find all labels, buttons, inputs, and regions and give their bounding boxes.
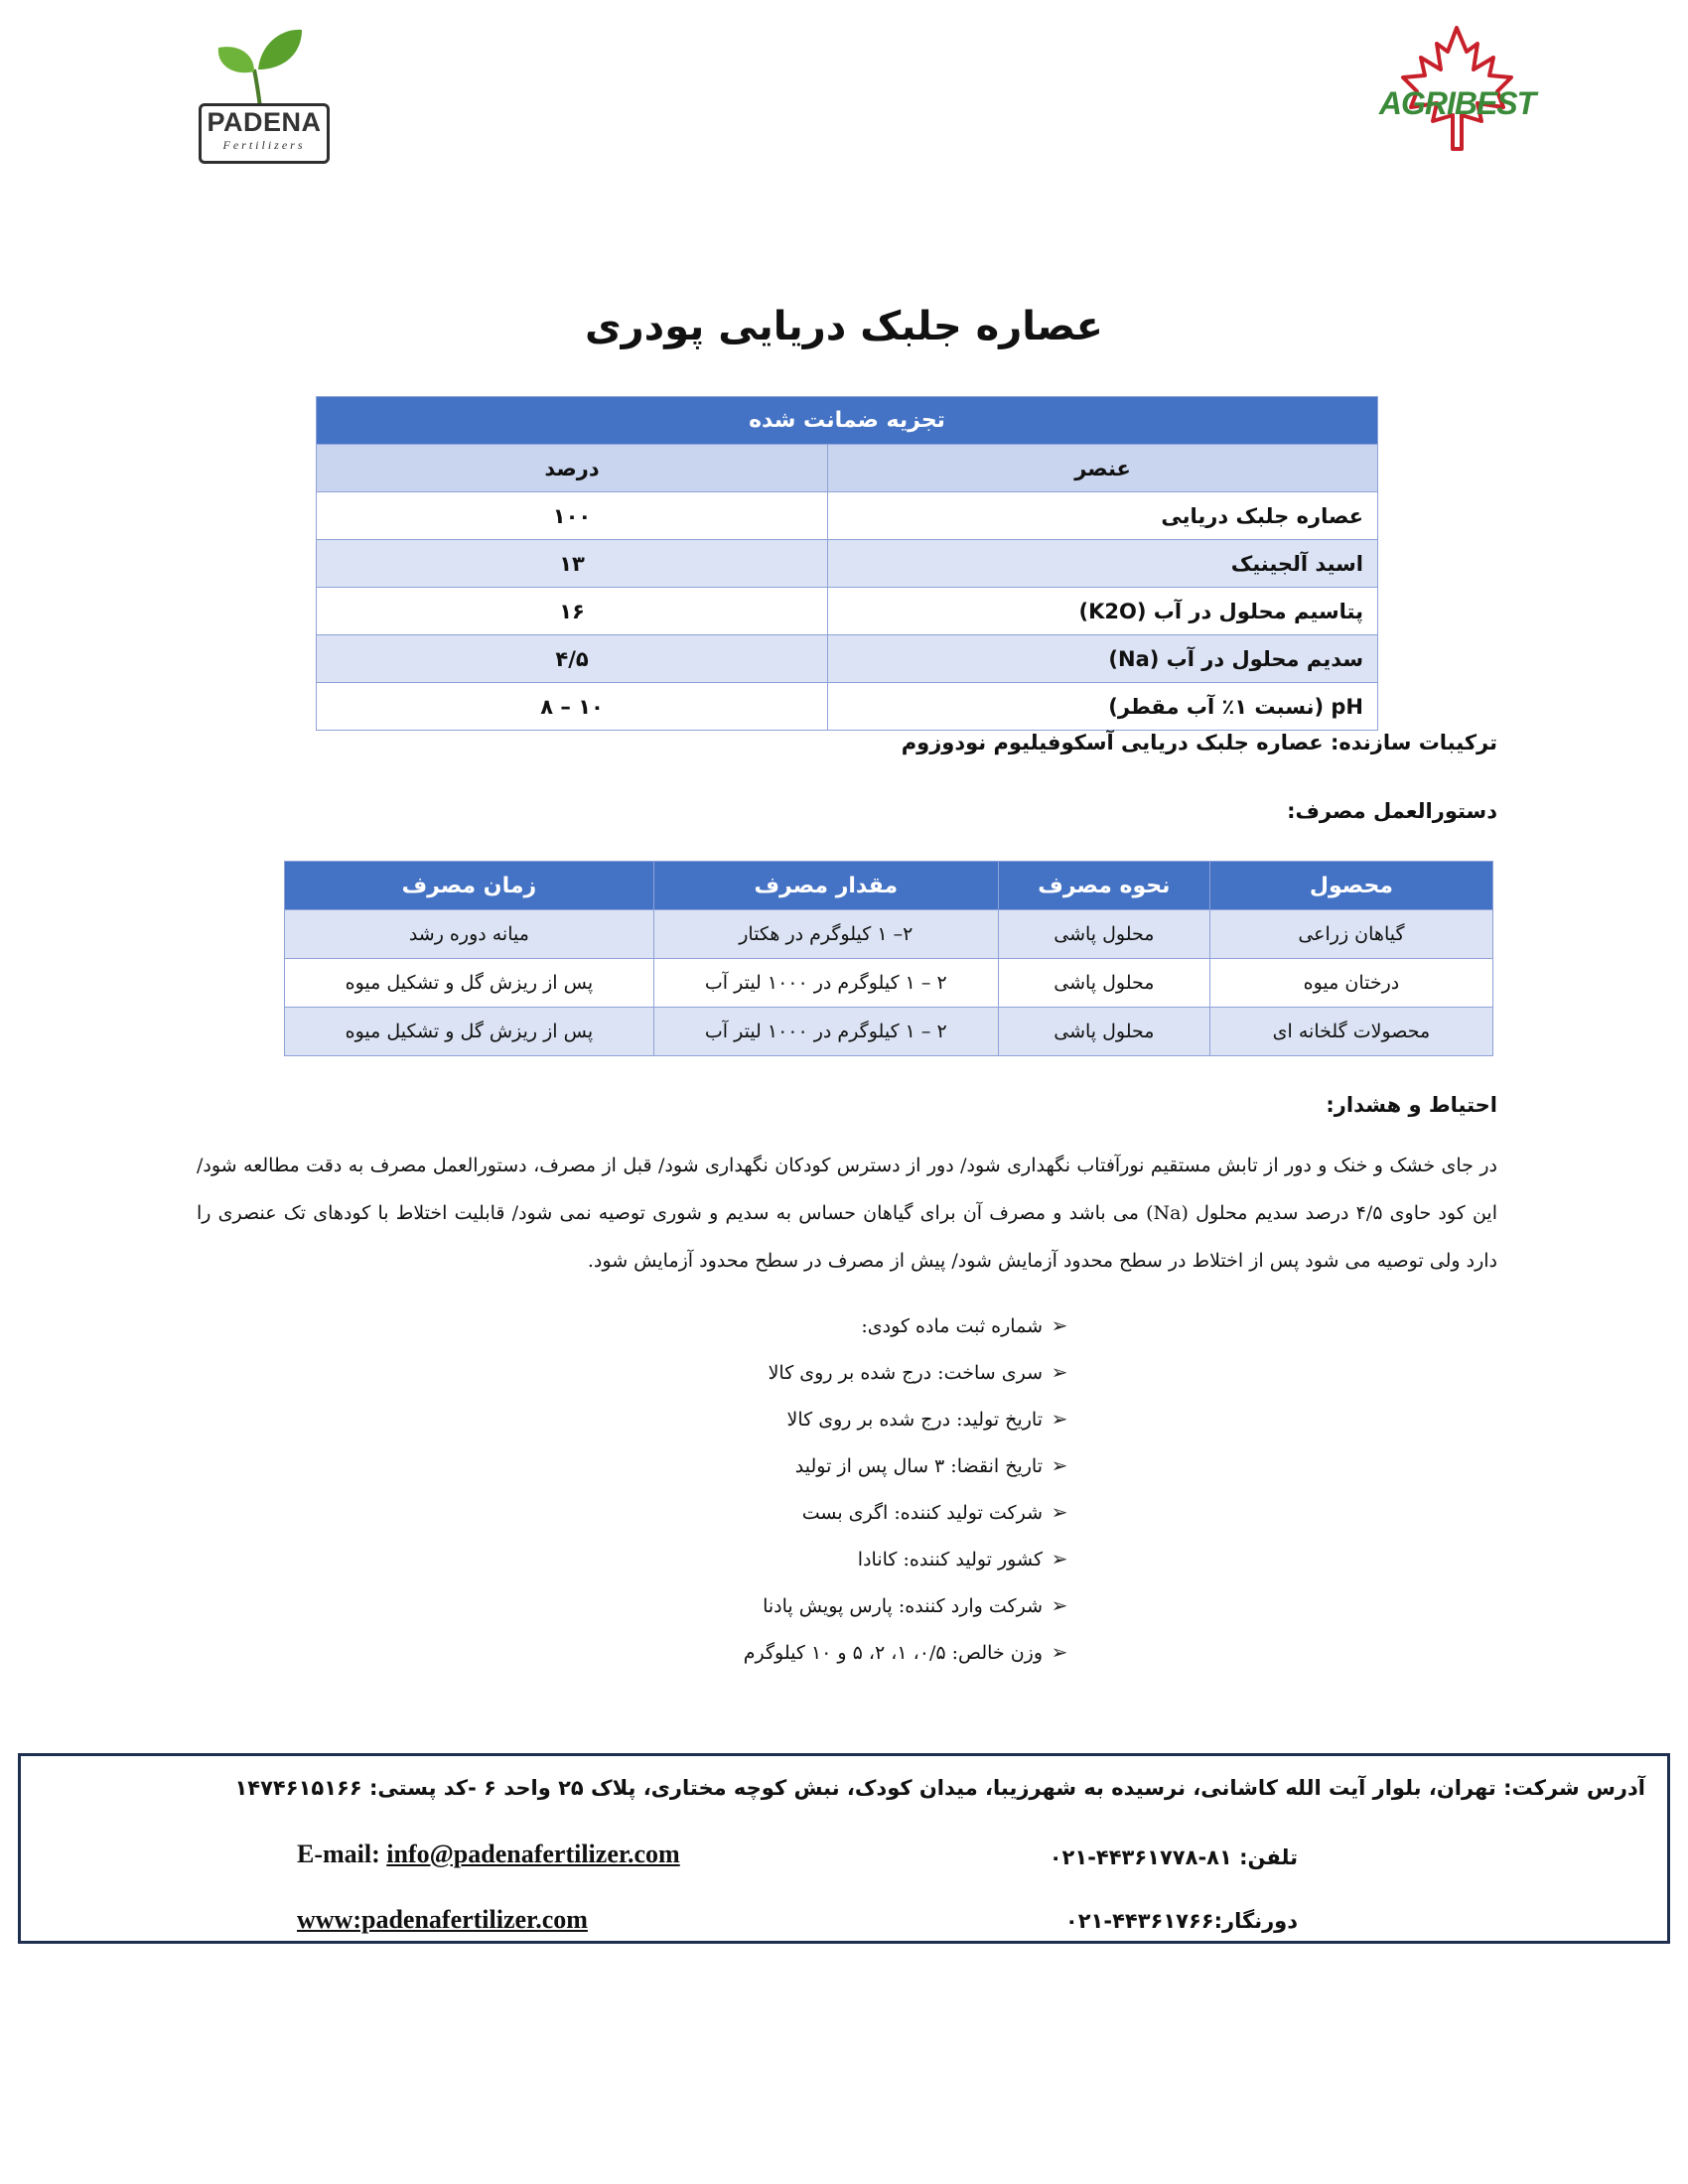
method-cell: محلول پاشی: [998, 910, 1209, 959]
document-title: عصاره جلبک دریایی پودری: [584, 304, 1103, 349]
amount-cell: ۲ – ۱ کیلوگرم در ۱۰۰۰ لیتر آب: [653, 1008, 998, 1056]
list-item-text: شرکت وارد کننده: پارس پویش پادنا: [763, 1595, 1043, 1617]
list-item: [744, 1396, 1076, 1442]
agribest-logo: [1370, 24, 1544, 153]
fax-number: دورنگار:۴۴۳۶۱۷۶۶-۰۲۱: [1064, 1909, 1298, 1933]
list-item: [744, 1489, 1076, 1536]
checkmark-arrow-icon: ➢: [1051, 1640, 1068, 1664]
contact-footer: [18, 1753, 1670, 1944]
product-cell: گیاهان زراعی: [1209, 910, 1492, 959]
list-item: [744, 1442, 1076, 1489]
element-cell: پتاسیم محلول در آب (K2O): [828, 588, 1378, 635]
checkmark-arrow-icon: ➢: [1051, 1547, 1068, 1570]
list-item: [744, 1302, 1076, 1349]
padena-leaf-icon: [195, 22, 334, 111]
warning-paragraph: در جای خشک و خنک و دور از تابش مستقیم نورآفتاب نگهداری شود/ دور از دسترس کودکان نگهداری شود/ قبل از مصرف، دستورالعمل مصرف به دقت مطالعه شود/این کود حاوی ۴/۵ درصد سدیم محلول (Na) می باشد و مصرف آن برای گیاهان حساس به سدیم و شوری توصیه نمی شود/ قابلیت اختلاط با کودهای تک عنصری را دارد ولی توصیه می شود پس از اختلاط در سطح محدود آزمایش شود/ پیش از مصرف در سطح محدود آزمایش شود.: [197, 1155, 1497, 1272]
table-row: [317, 540, 1378, 588]
table-row: [317, 492, 1378, 540]
timing-cell: میانه دوره رشد: [285, 910, 654, 959]
list-item-text: تاریخ تولید: درج شده بر روی کالا: [786, 1409, 1043, 1431]
padena-wordmark: [199, 103, 330, 164]
element-cell: pH (نسبت ۱٪ آب مقطر): [828, 683, 1378, 731]
element-cell: عصاره جلبک دریایی: [828, 492, 1378, 540]
percent-cell: ۴/۵: [317, 635, 828, 683]
column-header-method: نحوه مصرف: [998, 862, 1209, 910]
product-cell: محصولات گلخانه ای: [1209, 1008, 1492, 1056]
column-header-product: محصول: [1209, 862, 1492, 910]
guaranteed-analysis-table: [316, 396, 1378, 731]
list-item-text: کشور تولید کننده: کانادا: [857, 1549, 1043, 1570]
percent-cell: ۱۶: [317, 588, 828, 635]
checkmark-arrow-icon: ➢: [1051, 1453, 1068, 1477]
amount-cell: ۲ – ۱ کیلوگرم در ۱۰۰۰ لیتر آب: [653, 959, 998, 1008]
element-cell: اسید آلجینیک: [828, 540, 1378, 588]
agribest-wordmark: AGRIBEST: [1378, 85, 1536, 121]
column-header-element: عنصر: [828, 445, 1378, 492]
list-item-text: شرکت تولید کننده: اگری بست: [801, 1502, 1043, 1524]
padena-name: PADENA: [207, 107, 322, 137]
email-link[interactable]: info@padenafertilizer.com: [386, 1840, 680, 1868]
table-row: [285, 959, 1493, 1008]
usage-heading: دستورالعمل مصرف:: [1287, 799, 1497, 823]
list-item-text: شماره ثبت ماده کودی:: [861, 1315, 1043, 1337]
product-info-list: [744, 1302, 1076, 1676]
list-item: [744, 1349, 1076, 1396]
percent-cell: ۱۰ – ۸: [317, 683, 828, 731]
phone-number: تلفن: ۸۱-۴۴۳۶۱۷۷۸-۰۲۱: [1049, 1845, 1298, 1869]
timing-cell: پس از ریزش گل و تشکیل میوه: [285, 959, 654, 1008]
timing-cell: پس از ریزش گل و تشکیل میوه: [285, 1008, 654, 1056]
email-label: E-mail:: [297, 1840, 380, 1868]
usage-table: [284, 861, 1493, 1056]
padena-subtitle: Fertilizers: [222, 138, 306, 152]
list-item-text: تاریخ انقضا: ۳ سال پس از تولید: [794, 1455, 1043, 1477]
amount-cell: ۲– ۱ کیلوگرم در هکتار: [653, 910, 998, 959]
table-row: [317, 588, 1378, 635]
table-row: [285, 910, 1493, 959]
table-row: [317, 635, 1378, 683]
analysis-table-title: تجزیه ضمانت شده: [317, 397, 1378, 445]
product-cell: درختان میوه: [1209, 959, 1492, 1008]
checkmark-arrow-icon: ➢: [1051, 1313, 1068, 1337]
list-item: [744, 1536, 1076, 1582]
percent-cell: ۱۰۰: [317, 492, 828, 540]
list-item: [744, 1629, 1076, 1676]
checkmark-arrow-icon: ➢: [1051, 1500, 1068, 1524]
column-header-percent: درصد: [317, 445, 828, 492]
percent-cell: ۱۳: [317, 540, 828, 588]
company-address: آدرس شرکت: تهران، بلوار آیت الله کاشانی، نرسیده به شهرزیبا، میدان کودک، نبش کوچه مختاری، پلاک ۲۵ واحد ۶ -کد پستی: ۱۴۷۴۶۱۵۱۶۶: [234, 1776, 1645, 1800]
padena-logo: [195, 22, 334, 161]
website-link[interactable]: www:padenafertilizer.com: [297, 1905, 588, 1934]
email-line: [297, 1840, 680, 1869]
method-cell: محلول پاشی: [998, 959, 1209, 1008]
method-cell: محلول پاشی: [998, 1008, 1209, 1056]
warning-heading: احتیاط و هشدار:: [1326, 1093, 1497, 1117]
element-cell: سدیم محلول در آب (Na): [828, 635, 1378, 683]
checkmark-arrow-icon: ➢: [1051, 1407, 1068, 1431]
composition-line: ترکیبات سازنده: عصاره جلبک دریایی آسکوفیلیوم نودوزوم: [901, 731, 1497, 754]
column-header-timing: زمان مصرف: [285, 862, 654, 910]
checkmark-arrow-icon: ➢: [1051, 1360, 1068, 1384]
checkmark-arrow-icon: ➢: [1051, 1593, 1068, 1617]
table-row: [317, 683, 1378, 731]
list-item-text: وزن خالص: ۰/۵، ۱، ۲، ۵ و ۱۰ کیلوگرم: [743, 1642, 1043, 1664]
column-header-amount: مقدار مصرف: [653, 862, 998, 910]
list-item-text: سری ساخت: درج شده بر روی کالا: [768, 1362, 1043, 1384]
table-row: [285, 1008, 1493, 1056]
list-item: [744, 1582, 1076, 1629]
